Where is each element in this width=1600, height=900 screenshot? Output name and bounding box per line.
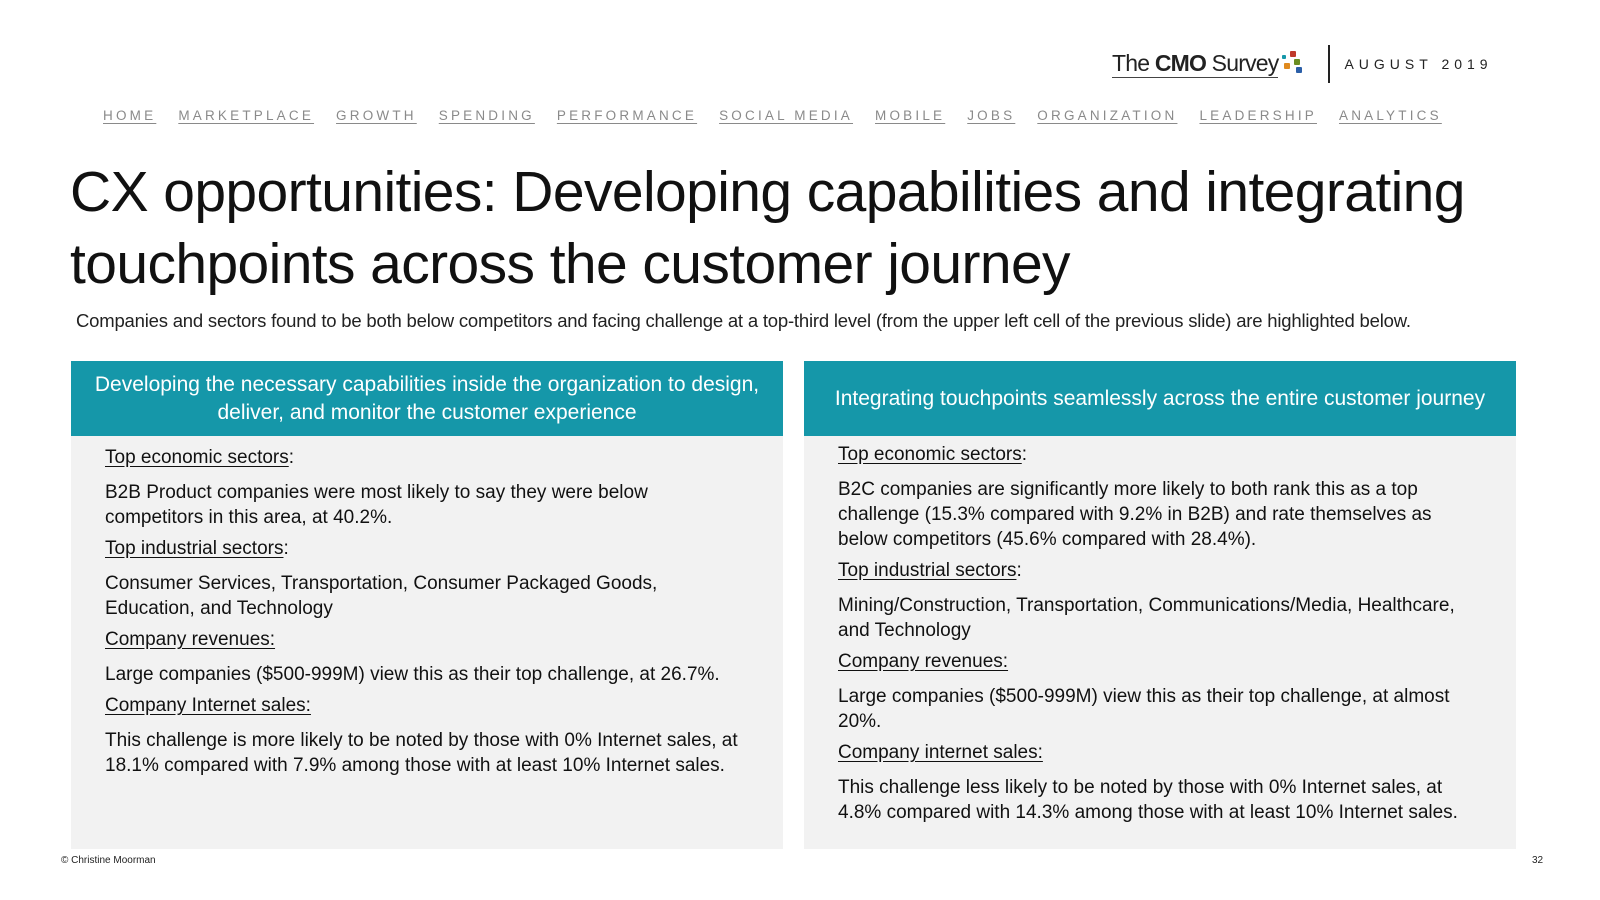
section-label [105, 694, 743, 718]
section-label [105, 628, 743, 652]
logo-text-suffix: Survey [1206, 50, 1279, 76]
panel-header: Developing the necessary capabilities inside the organization to design, deliver, and monitor the customer experience [71, 361, 783, 436]
brand-header [1112, 44, 1493, 84]
nav-item-spending[interactable]: SPENDING [438, 108, 535, 123]
section-label [838, 443, 1476, 467]
section-label-text: Company Internet sales: [105, 695, 311, 716]
report-date: AUGUST 2019 [1344, 56, 1493, 72]
section-label [105, 537, 743, 561]
logo-text-bold: CMO [1154, 50, 1207, 76]
section-text: Large companies ($500-999M) view this as their top challenge, at 26.7%. [105, 664, 720, 685]
cmo-survey-logo[interactable] [1112, 50, 1278, 78]
nav-item-organization[interactable]: ORGANIZATION [1037, 108, 1178, 123]
section-label-suffix: : [288, 447, 295, 468]
section-text: B2C companies are significantly more likely to both rank this as a top challenge (15.3% compared with 9.2% in B2B) and rate themselves as below competitors (45.6% compared with 28.4%). [838, 479, 1432, 550]
section-label-text: Top economic sectors [105, 447, 289, 468]
section-label-text: Company revenues: [105, 629, 276, 650]
panel-header: Integrating touchpoints seamlessly across the entire customer journey [804, 361, 1516, 436]
nav-item-home[interactable]: HOME [103, 108, 157, 123]
logo-dots-icon [1280, 49, 1318, 79]
nav-item-leadership[interactable]: LEADERSHIP [1199, 108, 1317, 123]
nav-item-social-media[interactable]: SOCIAL MEDIA [719, 108, 854, 123]
section-label-text: Company revenues: [838, 651, 1009, 672]
section-label [838, 741, 1476, 765]
logo-separator [1328, 45, 1330, 83]
section-text: Consumer Services, Transportation, Consumer Packaged Goods, Education, and Technology [105, 573, 658, 619]
logo-dot [1282, 55, 1286, 59]
section-label-suffix: : [1021, 444, 1028, 465]
section-text: This challenge is more likely to be noted by those with 0% Internet sales, at 18.1% compared with 7.9% among those with at least 10% Internet sales. [105, 730, 738, 776]
section-text: This challenge less likely to be noted by those with 0% Internet sales, at 4.8% compared with 14.3% among those with at least 10% Internet sales. [838, 777, 1458, 823]
page-number: 32 [1532, 855, 1544, 866]
section-label [838, 559, 1476, 583]
section-text: B2B Product companies were most likely to say they were below competitors in this area, at 40.2%. [105, 482, 648, 528]
capabilities-panel [71, 361, 783, 849]
touchpoints-panel [804, 361, 1516, 849]
section-label-suffix: : [1016, 560, 1022, 581]
section-label [105, 446, 743, 470]
nav-item-mobile[interactable]: MOBILE [875, 108, 946, 123]
section-label-suffix: : [283, 538, 289, 559]
section-label [838, 650, 1476, 674]
panel-body [71, 436, 783, 778]
nav-item-performance[interactable]: PERFORMANCE [556, 108, 698, 123]
nav-item-analytics[interactable]: ANALYTICS [1338, 108, 1442, 123]
section-label-text: Top industrial sectors [838, 560, 1017, 581]
panel-body [804, 436, 1516, 825]
logo-dot [1284, 63, 1290, 69]
section-text: Large companies ($500-999M) view this as their top challenge, at almost 20%. [838, 686, 1450, 732]
logo-dot [1290, 51, 1296, 57]
section-label-text: Top industrial sectors [105, 538, 284, 559]
logo-dot [1294, 59, 1300, 65]
copyright-notice: © Christine Moorman [61, 855, 156, 866]
page-title: CX opportunities: Developing capabilities and integrating touchpoints across the customer journey [70, 160, 1465, 296]
nav-item-marketplace[interactable]: MARKETPLACE [178, 108, 315, 123]
section-label-text: Company internet sales: [838, 742, 1043, 763]
section-text: Mining/Construction, Transportation, Communications/Media, Healthcare, and Technology [838, 595, 1455, 641]
page-subtitle: Companies and sectors found to be both below competitors and facing challenge at a top-third level (from the upper left cell of the previous slide) are highlighted below. [76, 310, 1411, 331]
logo-text-prefix: The [1112, 50, 1155, 76]
nav-item-jobs[interactable]: JOBS [967, 108, 1016, 123]
top-navigation [103, 108, 1442, 123]
nav-item-growth[interactable]: GROWTH [336, 108, 417, 123]
logo-dot [1296, 67, 1302, 73]
section-label-text: Top economic sectors [838, 444, 1022, 465]
